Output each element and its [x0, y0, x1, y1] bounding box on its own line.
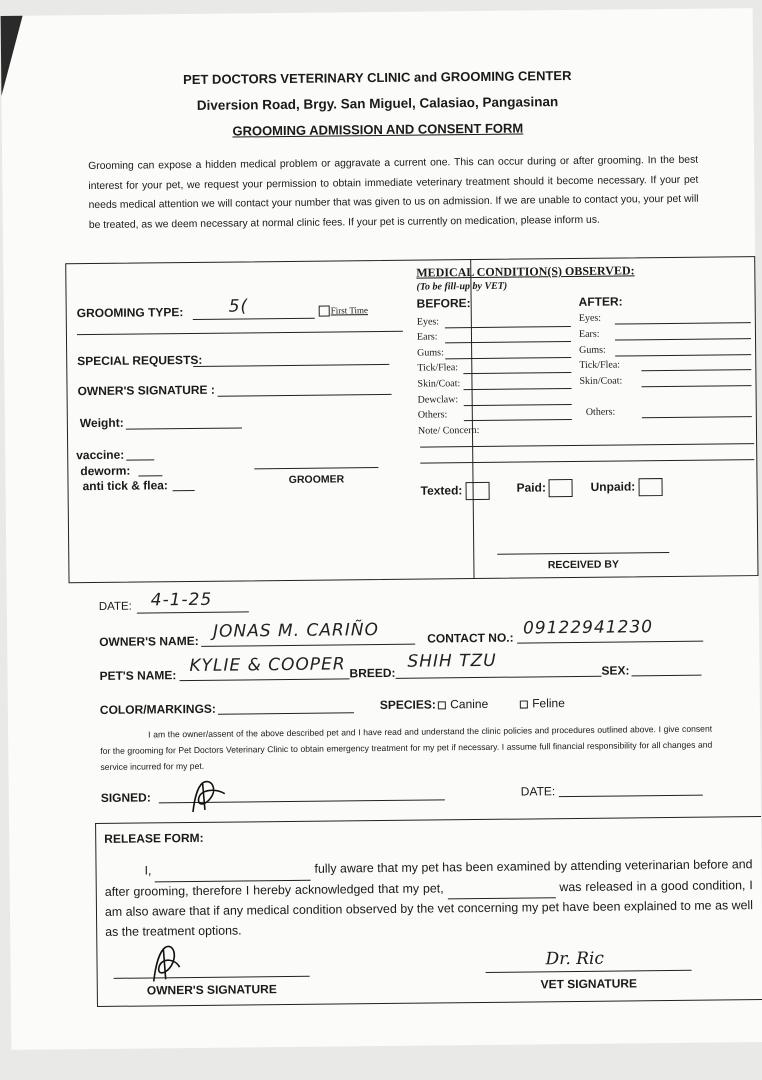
first-time-label: First Time	[330, 305, 369, 316]
weight-label: Weight:	[79, 415, 124, 431]
note-line-2	[420, 459, 754, 463]
breed-label: BREED:	[349, 665, 396, 681]
signed-date-label: DATE:	[520, 784, 556, 799]
owner-name-line	[201, 644, 415, 647]
received-by-label: RECEIVED BY	[547, 558, 620, 572]
release-owner-signature-scribble	[143, 941, 189, 985]
vet-signature-label: VET SIGNATURE	[540, 976, 638, 992]
grooming-type-label: GROOMING TYPE:	[76, 305, 184, 321]
deworm-line	[138, 475, 162, 476]
release-owner-signature-label: OWNER'S SIGNATURE	[146, 982, 277, 998]
before-field-line[interactable]	[445, 357, 571, 359]
grooming-type-line	[193, 318, 315, 320]
after-field-label: Skin/Coat:	[579, 375, 623, 387]
species-label: SPECIES:	[379, 697, 436, 713]
vet-fillup-note: (To be fill-up by VET)	[416, 280, 508, 293]
first-time-checkbox[interactable]	[319, 306, 330, 317]
before-fields	[66, 257, 754, 264]
feline-label: Feline	[532, 696, 565, 711]
contact-label: CONTACT NO.:	[427, 630, 514, 646]
owner-name-value[interactable]: JONAS M. CARIÑO	[212, 620, 380, 642]
after-field-line[interactable]	[615, 322, 751, 324]
paid-field[interactable]	[516, 479, 573, 498]
grooming-type-value[interactable]: 5(	[228, 296, 249, 317]
before-field-line[interactable]	[464, 388, 572, 390]
release-part3: was released in a good condition, I am also aware that if any medical condition observed by the vet concerning my pet have been explained to me as well as the treatment options.	[104, 877, 754, 939]
vaccine-line	[126, 459, 154, 460]
consent-paragraph: I am the owner/assent of the above described pet and I have read and understand the clinic policies and procedures outlined above. I give consent for the grooming for Pet Doctors Veterinary Clinic to obtain emergency treatment for my pet if necessary. I assume full financial responsibility for all changes and service incurred for my pet.	[100, 723, 713, 772]
first-time-option[interactable]	[319, 305, 368, 317]
anti-tick-label: anti tick & flea:	[82, 478, 168, 494]
release-owner-blank[interactable]	[155, 860, 311, 882]
medical-condition-title: MEDICAL CONDITION(S) OBSERVED:	[416, 263, 635, 280]
signed-date-line	[559, 795, 703, 798]
contact-line	[517, 641, 703, 644]
owner-signature-label: OWNER'S SIGNATURE :	[77, 382, 215, 399]
breed-value[interactable]: SHIH TZU	[407, 650, 497, 672]
date-line	[137, 611, 249, 613]
special-requests-label: SPECIAL REQUESTS:	[77, 352, 203, 369]
weight-line	[126, 427, 242, 429]
before-field-line[interactable]	[445, 326, 571, 328]
after-field-label: Tick/Flea:	[579, 359, 621, 371]
owner-signature-line	[218, 394, 392, 397]
date-value[interactable]: 4-1-25	[150, 589, 213, 611]
groomer-label: GROOMER	[288, 473, 345, 486]
deworm-label: deworm:	[80, 463, 131, 479]
date-label: DATE:	[98, 600, 132, 613]
release-form-box	[95, 816, 762, 1007]
after-label: AFTER:	[578, 294, 623, 309]
texted-checkbox[interactable]	[465, 482, 489, 500]
owner-signature-scribble	[185, 775, 241, 816]
owner-name-label: OWNER'S NAME:	[99, 633, 199, 649]
anti-tick-line	[173, 490, 195, 491]
signed-label: SIGNED:	[100, 790, 151, 805]
canine-label: Canine	[450, 696, 489, 712]
after-field-label: Gums:	[579, 344, 606, 356]
after-field-label: Others:	[585, 406, 616, 418]
paid-label: Paid:	[516, 480, 546, 495]
before-field-label: Others:	[417, 409, 448, 421]
pet-name-line	[180, 678, 350, 681]
release-part2: fully aware that my pet has been examined by attending veterinarian before and after grooming, therefore I hereby acknowledged that my pet,	[104, 857, 753, 899]
release-paragraph	[104, 855, 753, 942]
after-fields	[66, 257, 754, 264]
form-title: GROOMING ADMISSION AND CONSENT FORM	[232, 120, 524, 139]
after-field-label: Ears:	[578, 328, 600, 340]
pet-name-label: PET'S NAME:	[99, 668, 177, 683]
special-requests-line	[193, 364, 389, 367]
before-label: BEFORE:	[416, 296, 471, 311]
before-field-label: Note/ Concern:	[417, 424, 480, 437]
release-title: RELEASE FORM:	[104, 830, 204, 846]
before-field-line[interactable]	[445, 341, 571, 343]
release-part1: I,	[144, 863, 152, 878]
texted-field[interactable]	[421, 482, 490, 501]
color-markings-label: COLOR/MARKINGS:	[99, 701, 216, 717]
admission-box	[65, 256, 758, 583]
after-field-line[interactable]	[642, 416, 752, 418]
after-field-line[interactable]	[615, 354, 751, 356]
before-field-label: Eyes:	[416, 316, 440, 328]
before-field-label: Skin/Coat:	[417, 378, 461, 390]
clinic-address: Diversion Road, Brgy. San Miguel, Calasiao, Pangasinan	[196, 94, 559, 113]
feline-option[interactable]	[520, 696, 565, 710]
received-by-line	[497, 552, 669, 555]
before-field-label: Tick/Flea:	[417, 362, 459, 374]
grooming-type-extra-line	[77, 331, 403, 335]
sex-label: SEX:	[601, 663, 630, 678]
after-field-line[interactable]	[642, 385, 752, 387]
before-field-line[interactable]	[464, 419, 572, 421]
unpaid-field[interactable]	[590, 478, 662, 497]
release-pet-blank[interactable]	[447, 878, 555, 900]
vet-signature-value: Dr. Ric	[545, 948, 605, 970]
before-field-label: Ears:	[416, 331, 438, 343]
form-page	[1, 8, 762, 1050]
sex-line	[632, 675, 702, 677]
texted-label: Texted:	[420, 483, 463, 498]
before-field-label: Dewclaw:	[417, 394, 459, 406]
color-markings-line	[218, 712, 354, 714]
groomer-line	[254, 467, 378, 469]
after-field-line[interactable]	[615, 338, 751, 340]
feline-checkbox[interactable]	[520, 700, 528, 708]
note-line-1	[420, 443, 754, 447]
vet-signature-line	[486, 970, 692, 973]
intro-paragraph: Grooming can expose a hidden medical problem or aggravate a current one. This can occur during or after grooming. In the best interest for your pet, we request your permission to obtain immediate veterinary treatment should it become necessary. If your pet needs medical attention we will contact your number that was given to us on admission. If we are unable to contact you, your pet will be treated, as we deem necessary at normal clinic fees. If your pet is currently on medication, please inform us.	[88, 154, 699, 231]
after-field-label: Eyes:	[578, 312, 602, 324]
before-field-label: Gums:	[417, 347, 444, 359]
contact-value[interactable]: 09122941230	[522, 617, 654, 639]
clinic-name: PET DOCTORS VETERINARY CLINIC and GROOMING CENTER	[183, 67, 572, 88]
before-field-line[interactable]	[464, 404, 572, 406]
canine-option[interactable]	[438, 697, 489, 712]
unpaid-checkbox[interactable]	[638, 478, 662, 496]
canine-checkbox[interactable]	[438, 701, 446, 709]
breed-line	[396, 676, 602, 679]
vaccine-label: vaccine:	[76, 447, 125, 463]
before-field-line[interactable]	[463, 372, 571, 374]
pet-name-value[interactable]: KYLIE & COOPER	[189, 654, 346, 677]
paid-checkbox[interactable]	[549, 479, 573, 497]
after-field-line[interactable]	[641, 369, 751, 371]
unpaid-label: Unpaid:	[590, 479, 636, 494]
